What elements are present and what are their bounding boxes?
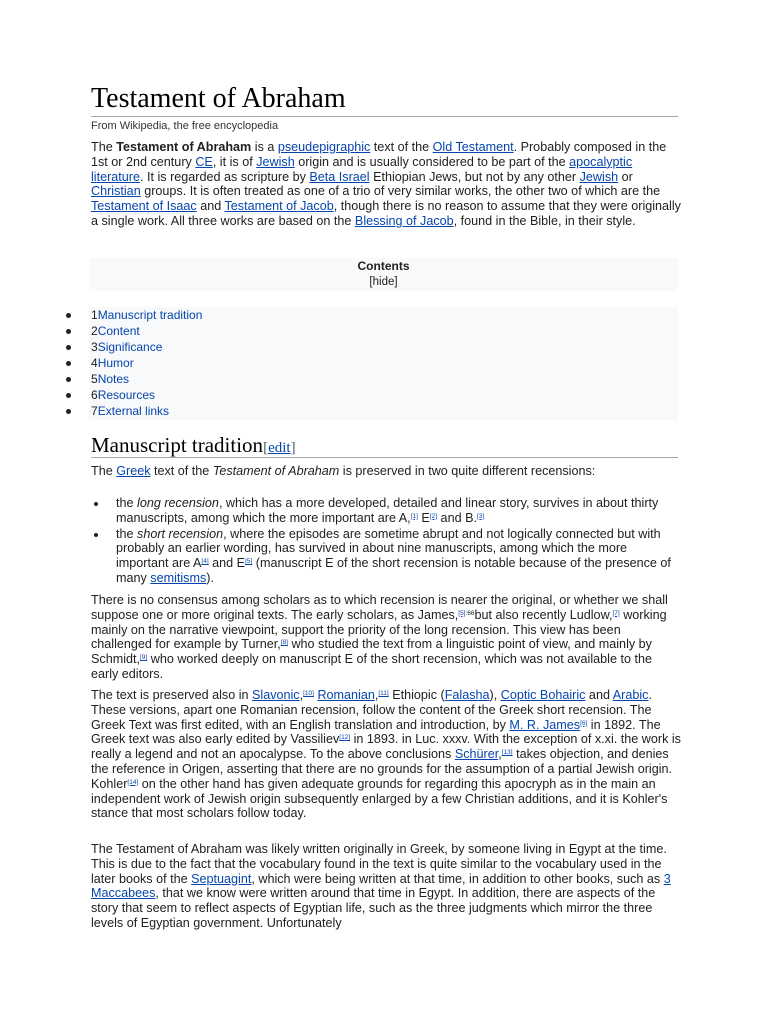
- text: . These versions, apart one Romanian recension, follow the content of the Greek short recension. The Greek Text was first edited, with an English translation and introduction, by: [91, 688, 652, 732]
- link-pseudepigraphic[interactable]: pseudepigraphic: [277, 140, 371, 154]
- ref-1[interactable]: [1]: [410, 512, 418, 520]
- toc-item[interactable]: [91, 371, 129, 387]
- toc-number: 5: [91, 372, 98, 386]
- edit-link[interactable]: edit: [268, 440, 291, 456]
- ref-5[interactable]: [5]: [245, 558, 253, 566]
- toc-bullet: [66, 313, 71, 318]
- ref-13[interactable]: [13]: [501, 749, 513, 757]
- toc-link[interactable]: Notes: [97, 372, 130, 386]
- toc-item[interactable]: [91, 403, 169, 419]
- text: and E: [208, 556, 246, 571]
- text: ,: [299, 688, 304, 702]
- toc-bullet: [66, 345, 71, 350]
- link-ce[interactable]: CE: [195, 154, 213, 169]
- toc-link[interactable]: Manuscript tradition: [97, 308, 203, 322]
- text: the: [116, 526, 138, 541]
- section-heading-text: Manuscript tradition: [91, 433, 264, 457]
- link-arabic[interactable]: Arabic: [612, 688, 649, 702]
- text: , which has a more developed, detailed and linear story, survives in about thirty manuscripts, among which the more important are A,: [116, 496, 659, 525]
- text: The Testament of Abraham was likely written originally in Greek, by someone living in Egypt at the time. This is due to the fact that the vocabulary found in the text is quite similar to the vocabulary used in the later books of the: [91, 842, 667, 886]
- text: Ethiopian Jews, but not by any other: [369, 169, 580, 184]
- page-ref: :66: [465, 609, 475, 617]
- ref-10[interactable]: [10]: [303, 690, 314, 697]
- text: , found in the Bible, in their style.: [453, 213, 636, 228]
- text: (manuscript E of the short recension is notable because of the presence of many: [116, 556, 671, 585]
- link-beta-israel[interactable]: Beta Israel: [309, 169, 370, 184]
- toc-number: 7: [91, 404, 98, 418]
- link-semitisms[interactable]: semitisms: [150, 570, 207, 585]
- text: origin and is usually considered to be part of the: [294, 154, 570, 169]
- text: working mainly on the narrative viewpoint, support the priority of the long recension. This view has been challenged for example by Turner,: [91, 607, 667, 652]
- text: , which were being written at that time, in addition to other books, such as: [251, 871, 664, 886]
- toc-bullet: [66, 393, 71, 398]
- text: who studied the text from a linguistic point of view, and mainly by Schmidt,: [91, 637, 652, 667]
- link-slavonic[interactable]: Slavonic: [252, 688, 300, 702]
- ref-2[interactable]: [2]: [429, 512, 438, 520]
- text: and B.: [437, 510, 477, 525]
- text: , that we know were written around that time in Egypt. In addition, there are aspects of the story that seem to reflect aspects of Egyptian life, such as the three judgments which mirror the three levels of Egyptian government. Unfortunately: [91, 886, 656, 930]
- text: text of the: [370, 140, 433, 154]
- text: is preserved in two quite different recensions:: [339, 464, 596, 478]
- link-falasha[interactable]: Falasha: [444, 688, 490, 702]
- link-greek[interactable]: Greek: [116, 464, 151, 478]
- text: takes objection, and denies the reference in Origen, asserting that there are no grounds for the assumption of a partial Jewish origin. Kohler: [91, 747, 673, 791]
- bracket: [: [263, 440, 269, 456]
- toc-link[interactable]: Resources: [97, 388, 156, 402]
- list-bullet: [94, 502, 98, 506]
- link-jewish[interactable]: Jewish: [256, 154, 295, 169]
- toc-link[interactable]: Content: [97, 324, 140, 338]
- text: ,: [374, 688, 379, 702]
- list-bullet: [94, 533, 98, 537]
- toc-bullet: [66, 361, 71, 366]
- ref-14[interactable]: [14]: [127, 778, 139, 786]
- toc-item[interactable]: [91, 323, 140, 339]
- ref-3[interactable]: [3]: [476, 512, 485, 520]
- text: is a: [251, 140, 278, 154]
- link-christian[interactable]: Christian: [91, 184, 141, 199]
- toc-number: 1: [91, 308, 98, 322]
- ref-11[interactable]: [11]: [378, 690, 389, 697]
- toc-bullet: [66, 329, 71, 334]
- toc-bullet: [66, 377, 71, 382]
- text: Ethiopic (: [388, 688, 445, 702]
- text: but also recently Ludlow,: [474, 607, 613, 622]
- text: E: [417, 510, 430, 525]
- page-title: Testament of Abraham: [91, 83, 346, 114]
- toc-number: 2: [91, 324, 98, 338]
- link-septuagint[interactable]: Septuagint: [191, 871, 252, 886]
- toc-number: 3: [91, 340, 98, 354]
- text: , where the episodes are sometime abrupt and not logically connected but with probably an earlier wording, has survived in about nine manuscripts, among which the more important are A: [116, 526, 661, 571]
- text: or: [618, 169, 633, 184]
- title-divider: [91, 116, 678, 117]
- toc-number: 6: [91, 388, 98, 402]
- text: groups. It is often treated as one of a trio of very similar works, the other two of which are the: [140, 184, 661, 199]
- toc-link[interactable]: External links: [97, 404, 170, 418]
- toc-bullet: [66, 409, 71, 414]
- text: . Probably composed in the 1st or 2nd century: [91, 140, 667, 169]
- toc-list: [89, 307, 678, 420]
- ref-8[interactable]: [8]: [280, 639, 288, 647]
- recension-list: [116, 496, 678, 587]
- text: ).: [206, 570, 214, 585]
- text: , it is of: [212, 154, 257, 169]
- toc-item[interactable]: [91, 387, 155, 403]
- ref-7[interactable]: [7]: [612, 609, 620, 617]
- link-blessing-of-jacob[interactable]: Blessing of Jacob: [354, 213, 454, 228]
- toc-item[interactable]: [91, 355, 134, 371]
- bold-title: Testament of Abraham: [116, 140, 252, 154]
- edit-section: [263, 440, 296, 456]
- text: ),: [489, 688, 501, 702]
- link-romanian[interactable]: Romanian: [317, 688, 375, 702]
- ref-9[interactable]: [9]: [140, 654, 148, 662]
- link-m-r-james[interactable]: M. R. James: [509, 717, 581, 732]
- toc-header: [89, 258, 678, 291]
- intro-paragraph: [91, 140, 681, 229]
- toc-item[interactable]: [91, 339, 162, 355]
- text: in 1893. in Luc. xxxv. With the exception of x.xi. the work is really a legend and not an apocalypse. To the above conclusions: [91, 732, 681, 762]
- text: The: [91, 464, 117, 478]
- link-apocalyptic-literature[interactable]: apocalyptic literature: [91, 154, 633, 184]
- link-jewish-2[interactable]: Jewish: [579, 169, 619, 184]
- italic-term: long recension: [137, 496, 219, 510]
- text: and: [196, 199, 225, 214]
- list-item-long-recension: [116, 496, 678, 526]
- text: The text is preserved also in: [91, 688, 252, 702]
- toc-link[interactable]: Significance: [97, 340, 163, 354]
- link-3-maccabees[interactable]: 3 Maccabees: [91, 871, 671, 901]
- text: ,: [498, 747, 502, 762]
- paragraph-versions: [91, 688, 681, 821]
- text: on the other hand has given adequate grounds for regarding this apocryph as in the main an independent work of Jewish origin subsequently enlarged by a few Christian additions, and it is Kohler's stance that most scholars follow today.: [91, 776, 668, 821]
- toc-number: 4: [91, 356, 98, 370]
- section-divider: [91, 457, 678, 458]
- ref-4[interactable]: [4]: [201, 558, 209, 566]
- text: The: [91, 140, 117, 154]
- ref-6[interactable]: [6]: [580, 719, 588, 727]
- toc-link[interactable]: Humor: [97, 356, 134, 370]
- italic-term: short recension: [137, 526, 224, 541]
- link-old-testament[interactable]: Old Testament: [432, 140, 514, 154]
- text: text of the: [150, 464, 213, 478]
- ref-12[interactable]: [12]: [339, 734, 351, 742]
- ref-5[interactable]: [5]: [458, 609, 466, 617]
- text: . It is regarded as scripture by: [140, 169, 310, 184]
- text: and: [585, 688, 613, 702]
- link-testament-of-jacob[interactable]: Testament of Jacob: [224, 199, 334, 214]
- site-subtitle: From Wikipedia, the free encyclopedia: [91, 120, 279, 132]
- link-schurer[interactable]: Schürer: [454, 747, 499, 762]
- text: who worked deeply on manuscript E of the short recension, which was not available to the early editors.: [91, 652, 652, 681]
- text: in 1892. The Greek text was also early edited by Vassiliev: [91, 717, 661, 747]
- paragraph-greek-text: [91, 464, 681, 479]
- toc-title: Contents: [357, 259, 410, 273]
- bracket: ]: [290, 440, 296, 456]
- list-item-short-recension: [116, 527, 678, 586]
- text: the: [116, 496, 138, 510]
- paragraph-consensus: [91, 593, 681, 682]
- toc-hide-toggle[interactable]: [hide]: [369, 276, 398, 288]
- link-testament-of-isaac[interactable]: Testament of Isaac: [91, 199, 197, 214]
- paragraph-origin: [91, 842, 681, 931]
- toc-item[interactable]: [91, 307, 202, 323]
- text: , though there is no reason to assume that they were originally a single work. All three works are based on the: [91, 199, 681, 228]
- link-coptic-bohairic[interactable]: Coptic Bohairic: [500, 688, 586, 702]
- text: There is no consensus among scholars as to which recension is nearer the original, or whether we shall suppose one or more original texts. The early scholars, as James,: [91, 593, 668, 622]
- italic-title: Testament of Abraham: [212, 464, 340, 478]
